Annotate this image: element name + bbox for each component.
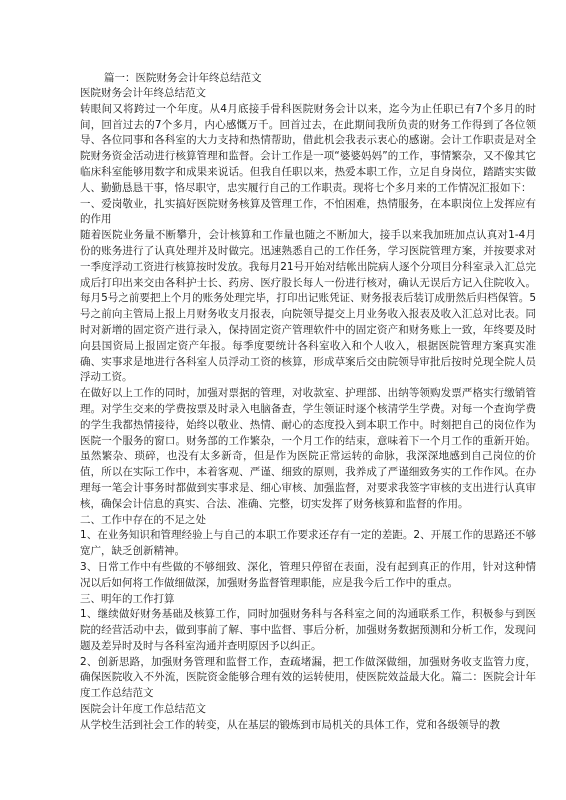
paragraph-closing: 从学校生活到社会工作的转变，从在基层的锻炼到市局机关的具体工作，党和各级领导的教 bbox=[80, 718, 500, 731]
paragraph-title-2: 医院会计年度工作总结范文 bbox=[80, 703, 206, 716]
paragraph-intro: 转眼间又将跨过一个年度。从4月底接手骨科医院财务会计以来，迄今为止任职已有7个多月的时间，回首过去的7个多月，内心感慨万千。回首过去，在此期间我所负责的财务工作得到了各位领导、各位同事和各科室的大力支持和热情帮助，借此机会我表示衷心的感谢。会计工作职责是对全院财务资金活动进行核算管理和监督。会计工作是一项“婆婆妈妈”的工作，事情繁杂，又不像其它临床科室能够用数字和成果来说话。但我自任职以来，热爱本职工作，立足自身岗位，踏踏实实做人、勤勤恳恳干事，恪尽职守，忠实履行自己的工作职责。现将七个多月来的工作情况汇报如下： bbox=[80, 102, 536, 194]
paragraph-accounting: 随着医院业务量不断攀升，会计核算和工作量也随之不断加大，接手以来我加班加点认真对1-4月份的账务进行了认真处理并及时做完。迅速熟悉自己的工作任务，学习医院管理方案，并按要求对一季度浮动工资进行核算按时发放。我每月21号开始对结帐出院病人逐个分项目分科室录入汇总完成后打印出来交由各科护士长、药房、医疗股长每人一份进行核对，确认无误后方记入住院收入。每月5号之前要把上个月的账务处理完毕，打印出记账凭证、财务报表后装订成册然后归档保管。5号之前向主管局上报上月财务收支月报表，向院领导提交上月业务收入报表及收入汇总对比表。同时对新增的固定资产进行录入，保持固定资产管理软件中的固定资产和财务账上一致，年终要及时向县国资局上报固定资产年报。每季度要统计各科室收入和个人收入，根据医院管理方案真实准确、实事求是地进行各科室人员浮动工资的核算，形成草案后交由院领导审批后按时兑现全院人员浮动工资。 bbox=[80, 229, 536, 384]
paragraph-plan-1: 1、继续做好财务基础及核算工作，同时加强财务科与各科室之间的沟通联系工作，积极参与到医院的经营活动中去，做到事前了解、事中监督、事后分析，加强财务数据预测和分析工作，发现问题及差异时及时与各科室沟通并查明原因予以纠正。 bbox=[80, 608, 536, 652]
section-heading-3: 三、明年的工作打算 bbox=[80, 592, 175, 605]
paragraph-shortcoming-1: 1、在业务知识和管理经验上与自己的本职工作要求还存有一定的差距。2、开展工作的思路还不够宽广，缺乏创新精神。 bbox=[80, 529, 536, 558]
document-title: 篇一：医院财务会计年终总结范文 bbox=[104, 72, 262, 84]
paragraph-shortcoming-3: 3、日常工作中有些做的不够细致、深化，管理只停留在表面，没有起到真正的作用，针对这种情况以后如何将工作做细做深，加强财务监督管理职能，应是我今后工作中的重点。 bbox=[80, 560, 536, 589]
document-subtitle: 医院财务会计年终总结范文 bbox=[80, 87, 206, 99]
paragraph-receipts: 在做好以上工作的同时，加强对票据的管理，对收款室、护理部、出纳等领购发票严格实行缴销管理。对学生交来的学费按票及时录入电脑备查，学生领证时逐个核清学生学费。对每一个查询学费的学生我都热情接待，始终以敬业、热情、耐心的态度投入到本职工作中。时刻把自己的岗位作为医院一个服务的窗口。财务部的工作繁杂，一个月工作的结束，意味着下一个月工作的重新开始。虽然繁杂、琐碎，也没有太多新奇，但是作为医院正常运转的命脉，我深深地感到自己岗位的价值，所以在实际工作中，本着客观、严谨、细致的原则，我养成了严谨细致务实的工作作风。在办理每一笔会计事务时都做到实事求是、细心审核、加强监督，对要求我签字审核的支出进行认真审核，确保会计信息的真实、合法、准确、完整，切实发挥了财务核算和监督的作用。 bbox=[80, 387, 536, 510]
section-heading-2: 二、工作中存在的不足之处 bbox=[80, 513, 206, 526]
paragraph-plan-2: 2、创新思路，加强财务管理和监督工作，查疏堵漏，把工作做深做细，加强财务收支监管力度，确保医院收入不外流，医院资金能够合理有效的运转使用，使医院效益最大化。篇二：医院会计年度工作总结范文 bbox=[80, 655, 536, 700]
section-heading-1: 一、爱岗敬业，扎实搞好医院财务核算及管理工作，不怕困难，热情服务，在本职岗位上发挥应有的作用 bbox=[80, 197, 536, 226]
